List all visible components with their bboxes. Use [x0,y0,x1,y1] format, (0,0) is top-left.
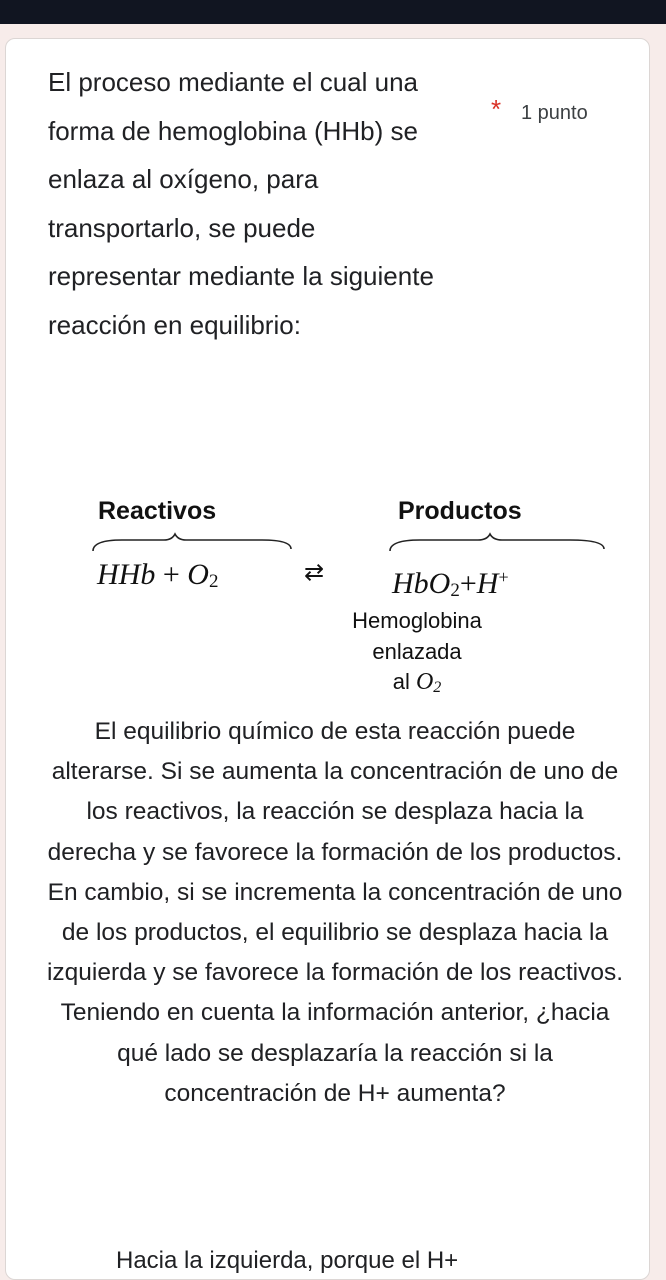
hydrogen-charge: + [498,567,509,587]
hbo2-subscript: 2 [450,580,460,601]
required-asterisk: * [491,94,502,124]
bound-hemoglobin-caption [310,606,524,704]
plus-sign: + [162,558,180,591]
hydrogen-ion: H [476,567,499,600]
products-label: Productos [398,497,522,525]
caption-line-3 [310,667,524,704]
caption-line-1: Hemoglobina [352,608,482,633]
products-formula [392,560,509,608]
question-text: El proceso mediante el cual una forma de hemoglobina (HHb) se enlaza al oxígeno, para transportarlo, se puede representar mediante la siguiente reacción en equilibrio: [48,67,434,340]
caption-oxygen [416,669,441,695]
caption-prefix: al [392,669,410,694]
oxygen-formula: O [187,558,209,591]
status-bar [0,0,666,24]
hbo2-formula: HbO [392,567,451,600]
caption-oxygen-subscript: 2 [433,679,442,696]
equilibrium-arrows-icon: ⇄ [304,559,325,586]
oxygen-subscript: 2 [208,571,219,592]
answer-option-partial[interactable]: Hacia la izquierda, porque el H+ [116,1247,459,1274]
hhb-formula: HHb [97,558,156,591]
caption-line-2: enlazada [372,638,462,664]
plus-sign-2: + [459,567,477,600]
caption-oxygen-symbol: O [415,669,434,695]
reactants-label: Reactivos [98,497,217,525]
explanation-text: El equilibrio químico de esta reacción puede alterarse. Si se aumenta la concentración de uno de los reactivos, la reacción se desplaza hacia la derecha y se favorece la formación de los productos. En cambio, si se incrementa la concentración de uno de los productos, el equilibrio se desplaza hacia la izquierda y se favorece la formación de los reactivos. Teniendo en cuenta la información anterior, ¿hacia qué lado se desplazaría la reacción si la concentración de H+ aumenta? [46,718,624,1107]
points-label: 1 punto [521,102,588,124]
reactants-formula [97,558,218,599]
